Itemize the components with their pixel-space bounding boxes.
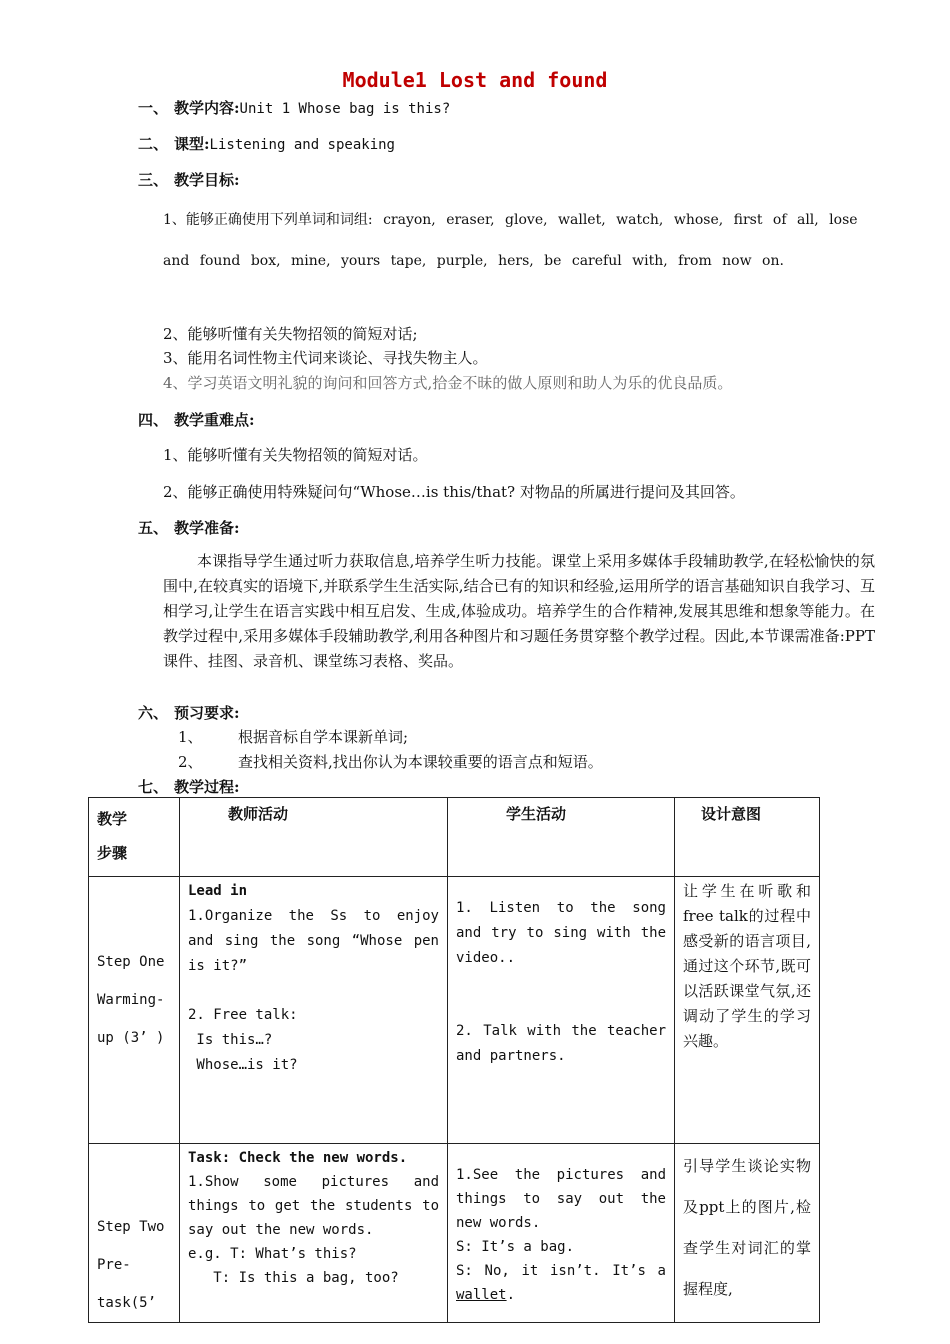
header-design-label: 设计意图 xyxy=(701,805,762,823)
preparation-paragraph: 本课指导学生通过听力获取信息,培养学生听力技能。课堂上采用多媒体手段辅助教学,在轻松愉快的氛围中,在较真实的语境下,并联系学生生活实际,结合已有的知识和经验,运用所学的语言基础知识自我学习、互相学习,让学生在语言实践中相互启发、生成,体验成功。培养学生的合作精神,发展其思维和想象等能力。在教学过程中,采用多媒体手段辅助教学,利用各种图片和习题任务贯穿整个教学过程。因此,本节课需准备:PPT课件、挂图、录音机、课堂练习表格、奖品。 xyxy=(163,552,875,670)
teacher-activity: Is this…? xyxy=(188,1032,273,1048)
document-title: Module1 Lost and found xyxy=(342,68,608,92)
section-label: 预习要求: xyxy=(174,704,240,722)
step-cell xyxy=(89,877,180,1144)
section-number: 三、 xyxy=(138,171,169,189)
section-preparation xyxy=(138,517,240,538)
section-label: 教学过程: xyxy=(174,778,240,796)
design-intent: 引导学生谈论实物及ppt上的图片,检查学生对词汇的掌握程度, xyxy=(683,1157,811,1298)
header-student xyxy=(448,798,675,877)
student-cell xyxy=(448,1144,675,1323)
section-content xyxy=(138,97,450,118)
teacher-cell xyxy=(180,877,448,1144)
punctuation: . xyxy=(506,1287,516,1303)
section-label: 教学内容: xyxy=(174,99,240,117)
section-label: 课型: xyxy=(174,135,210,153)
section-number: 七、 xyxy=(138,778,169,796)
section-number: 五、 xyxy=(138,519,169,537)
design-cell xyxy=(675,1144,820,1323)
process-table xyxy=(88,797,820,1323)
student-activity: S: It’s a bag. xyxy=(456,1239,575,1255)
preview-text: 查找相关资料,找出你认为本课较重要的语言点和短语。 xyxy=(238,753,603,771)
student-activity: 1. Listen to the song and try to sing with the video.. xyxy=(456,900,666,966)
goal-4: 4、学习英语文明礼貌的询问和回答方式,拾金不昧的做人原则和助人为乐的优良品质。 xyxy=(163,374,733,392)
student-cell xyxy=(448,877,675,1144)
section-preview xyxy=(138,702,240,723)
teacher-activity: Whose…is it? xyxy=(188,1057,298,1073)
header-step-line-1: 教学 xyxy=(97,810,128,828)
preview-number: 2、 xyxy=(178,753,203,771)
teacher-heading: Task: Check the new words. xyxy=(188,1150,408,1166)
header-step-line-2: 步骤 xyxy=(97,844,128,862)
student-activity xyxy=(456,1259,666,1307)
step-line: up (3’ ) xyxy=(97,1030,165,1046)
section-number: 四、 xyxy=(138,411,169,429)
table-row xyxy=(89,1144,820,1323)
step-line: Step One xyxy=(97,954,165,970)
step-line: task(5’ xyxy=(97,1295,157,1311)
header-design xyxy=(675,798,820,877)
header-teacher xyxy=(180,798,448,877)
section-number: 六、 xyxy=(138,704,169,722)
section-key-points xyxy=(138,409,255,430)
teacher-heading: Lead in xyxy=(188,883,248,899)
student-response: S: No, it isn’t. It’s a xyxy=(456,1263,666,1279)
goal-1: 1、能够正确使用下列单词和词组: crayon, eraser, glove, wallet, watch, whose, first of all, lose and found box, mine, yours tape, purple, hers, be careful with, from now on. xyxy=(163,212,858,269)
section-number: 一、 xyxy=(138,99,169,117)
student-activity: 2. Talk with the teacher and partners. xyxy=(456,1023,666,1064)
preview-item-1 xyxy=(178,726,408,747)
step-cell xyxy=(89,1144,180,1323)
teacher-activity: e.g. T: What’s this? xyxy=(188,1246,357,1262)
goal-2: 2、能够听懂有关失物招领的简短对话; xyxy=(163,325,418,343)
difficulty-1: 1、能够听懂有关失物招领的简短对话。 xyxy=(163,446,428,464)
teacher-activity: 1.Organize the Ss to enjoy and sing the song “Whose pen is it?” xyxy=(188,908,439,974)
teacher-activity: 1.Show some pictures and things to get the students to say out the new words. xyxy=(188,1174,439,1238)
design-cell xyxy=(675,877,820,1144)
underlined-word: wallet xyxy=(456,1287,507,1303)
section-label: 教学重难点: xyxy=(174,411,255,429)
section-value: Unit 1 Whose bag is this? xyxy=(239,101,451,117)
step-line: Step Two xyxy=(97,1219,165,1235)
step-line: Pre- xyxy=(97,1257,131,1273)
preview-text: 根据音标自学本课新单词; xyxy=(238,728,409,746)
table-row xyxy=(89,877,820,1144)
section-objectives xyxy=(138,169,240,190)
table-header-row xyxy=(89,798,820,877)
section-process xyxy=(138,776,240,797)
section-number: 二、 xyxy=(138,135,169,153)
preview-number: 1、 xyxy=(178,728,203,746)
design-intent: 让学生在听歌和free talk的过程中感受新的语言项目,通过这个环节,既可以活跃课堂气氛,还调动了学生的学习兴趣。 xyxy=(683,882,811,1050)
section-lesson-type xyxy=(138,133,395,154)
header-student-label: 学生活动 xyxy=(506,805,567,823)
header-step xyxy=(89,798,180,877)
goal-3: 3、能用名词性物主代词来谈论、寻找失物主人。 xyxy=(163,349,488,367)
section-label: 教学目标: xyxy=(174,171,240,189)
step-line: Warming- xyxy=(97,992,165,1008)
difficulty-2: 2、能够正确使用特殊疑问句“Whose…is this/that? 对物品的所属进行提问及其回答。 xyxy=(163,483,745,501)
section-value: Listening and speaking xyxy=(209,137,395,153)
student-activity: 1.See the pictures and things to say out the new words. xyxy=(456,1167,666,1231)
preview-item-2 xyxy=(178,751,603,772)
teacher-cell xyxy=(180,1144,448,1323)
teacher-activity: 2. Free talk: xyxy=(188,1007,298,1023)
header-teacher-label: 教师活动 xyxy=(228,805,289,823)
section-label: 教学准备: xyxy=(174,519,240,537)
teacher-activity: T: Is this a bag, too? xyxy=(188,1270,399,1286)
